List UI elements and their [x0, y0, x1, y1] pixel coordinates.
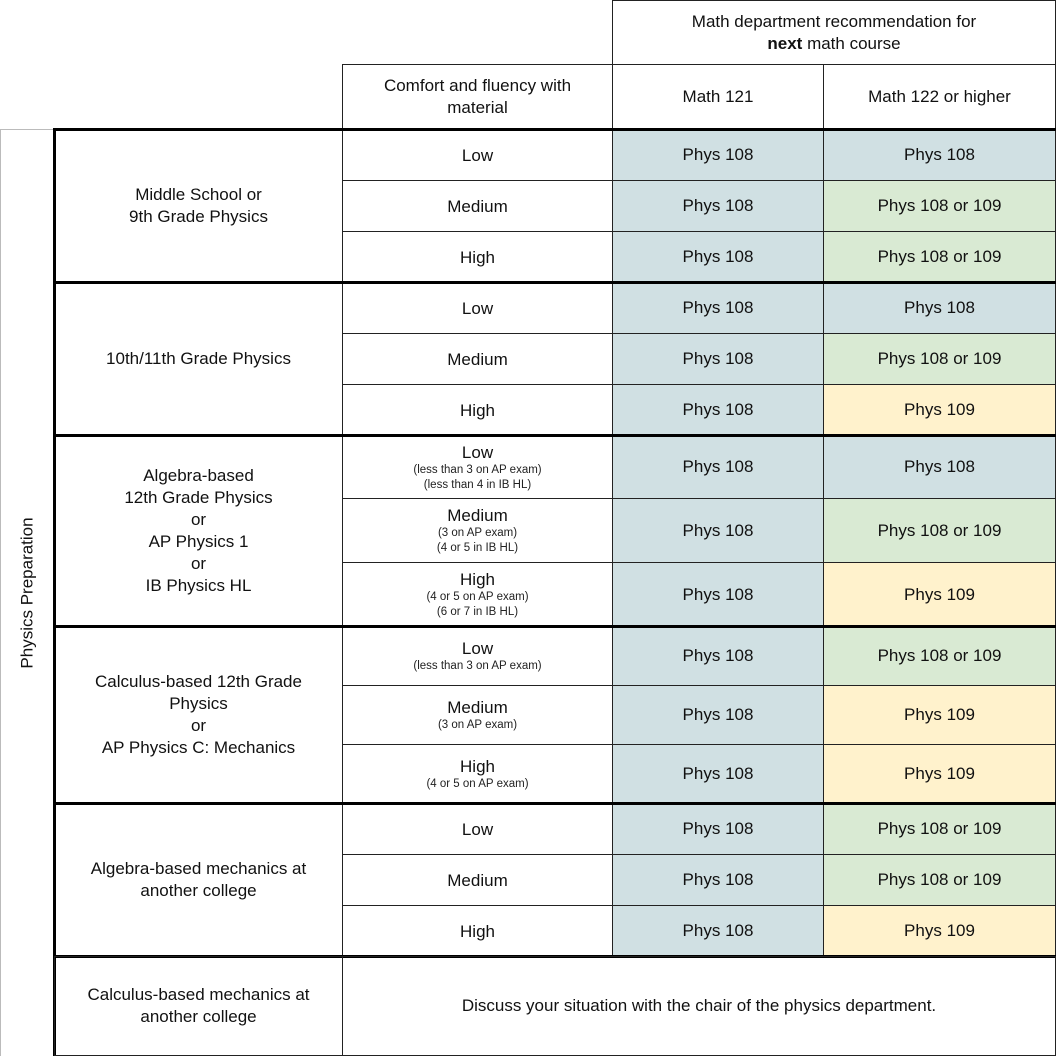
- comfort-level-cell: [342, 282, 613, 334]
- comfort-level-cell: [342, 180, 613, 232]
- comfort-level: Medium: [447, 870, 508, 890]
- math-recommendation-line1: Math department recommendation for: [691, 11, 977, 31]
- comfort-level-note: (less than 4 in IB HL): [423, 478, 532, 491]
- math122-course: Phys 108 or 109: [877, 870, 1002, 889]
- comfort-level-note: (4 or 5 on AP exam): [426, 591, 529, 603]
- math122-course: Phys 108: [904, 457, 975, 476]
- math122-recommendation: [823, 231, 1056, 283]
- math122-course: Phys 109: [904, 921, 975, 940]
- comfort-level: High: [460, 921, 495, 941]
- math122-recommendation: [823, 685, 1056, 745]
- math121-recommendation: [612, 854, 824, 906]
- group-label-line: Physics: [169, 694, 228, 713]
- final-row-label-line: another college: [140, 1007, 257, 1026]
- comfort-level-cell: [342, 905, 613, 957]
- math122-course: Phys 109: [904, 400, 975, 419]
- physics-preparation-text: Physics Preparation: [17, 517, 37, 669]
- comfort-level-note: (3 on AP exam): [437, 527, 518, 539]
- math121-recommendation: [612, 905, 824, 957]
- math122-recommendation: [823, 854, 1056, 906]
- math121-course: Phys 108: [682, 819, 754, 838]
- group-label: [54, 435, 343, 627]
- comfort-level: Medium: [447, 506, 508, 525]
- math121-course: Phys 108: [682, 520, 754, 540]
- math121-recommendation: [612, 803, 824, 855]
- final-row-label: [54, 956, 343, 1056]
- comfort-level-note: (less than 3 on AP exam): [413, 463, 542, 476]
- math122-recommendation: [823, 180, 1056, 232]
- comfort-level: Low: [461, 145, 494, 165]
- math121-course: Phys 108: [682, 349, 754, 368]
- comfort-level: Medium: [447, 196, 508, 216]
- math121-course: Phys 108: [682, 764, 754, 783]
- math122-course: Phys 108 or 109: [877, 819, 1002, 838]
- math-course-text: math course: [802, 33, 901, 53]
- comfort-level: Medium: [447, 698, 508, 717]
- math122-recommendation: [823, 129, 1056, 181]
- math122-header-text: Math 122 or higher: [868, 87, 1011, 106]
- group-divider: [53, 802, 1056, 805]
- math121-course: Phys 108: [682, 457, 754, 476]
- group-label-line: Algebra-based mechanics at: [90, 859, 307, 878]
- comfort-level-cell: [342, 435, 613, 499]
- math122-recommendation: [823, 333, 1056, 385]
- final-row-message-text: Discuss your situation with the chair of the physics department.: [461, 996, 937, 1015]
- math122-course: Phys 108 or 109: [877, 646, 1002, 665]
- math121-recommendation: [612, 180, 824, 232]
- comfort-level-cell: [342, 333, 613, 385]
- math121-course: Phys 108: [682, 646, 754, 665]
- group-label-line: IB Physics HL: [145, 576, 252, 595]
- group-divider: [53, 434, 1056, 437]
- comfort-level: Low: [461, 639, 494, 658]
- comfort-level: Low: [461, 298, 494, 318]
- comfort-level-cell: [342, 498, 613, 563]
- group-divider: [53, 625, 1056, 628]
- math121-recommendation: [612, 231, 824, 283]
- group-label-line: another college: [140, 881, 257, 900]
- math121-recommendation: [612, 435, 824, 499]
- math122-recommendation: [823, 384, 1056, 436]
- comfort-level-cell: [342, 744, 613, 804]
- math121-recommendation: [612, 498, 824, 563]
- group-label-line: Calculus-based 12th Grade: [95, 672, 302, 691]
- math121-course: Phys 108: [682, 870, 754, 889]
- group-label-line: Middle School or: [135, 185, 262, 204]
- group-label-line: AP Physics C: Mechanics: [101, 738, 296, 757]
- math122-recommendation: [823, 498, 1056, 563]
- comfort-level-note: (4 or 5 in IB HL): [436, 542, 519, 554]
- group-label: [54, 282, 343, 436]
- math121-course: Phys 108: [682, 584, 754, 604]
- comfort-level-cell: [342, 854, 613, 906]
- group-label-line: or: [190, 716, 207, 735]
- math121-recommendation: [612, 685, 824, 745]
- math122-course: Phys 108 or 109: [877, 247, 1002, 266]
- comfort-level: High: [460, 400, 495, 420]
- math122-course: Phys 108 or 109: [877, 349, 1002, 368]
- group-label-line: AP Physics 1: [148, 532, 249, 551]
- group-label-line: 9th Grade Physics: [129, 207, 268, 226]
- group-label-line: Algebra-based: [143, 466, 254, 485]
- next-bold: next: [767, 33, 803, 53]
- math121-course: Phys 108: [682, 400, 754, 419]
- math121-header-text: Math 121: [682, 87, 754, 106]
- math122-recommendation: [823, 282, 1056, 334]
- math121-recommendation: [612, 384, 824, 436]
- math121-recommendation: [612, 129, 824, 181]
- comfort-level: High: [460, 757, 495, 776]
- comfort-level: Low: [461, 442, 494, 462]
- math122-course: Phys 109: [904, 705, 975, 724]
- comfort-level-cell: [342, 129, 613, 181]
- math-recommendation-line2: [767, 33, 900, 55]
- math121-recommendation: [612, 333, 824, 385]
- comfort-level: High: [460, 247, 495, 267]
- math121-recommendation: [612, 562, 824, 627]
- math121-course: Phys 108: [682, 247, 754, 266]
- math121-recommendation: [612, 744, 824, 804]
- math122-recommendation: [823, 803, 1056, 855]
- math121-course: Phys 108: [682, 921, 754, 940]
- group-label-line: 12th Grade Physics: [124, 488, 273, 507]
- group-divider: [53, 128, 1056, 131]
- math121-header: [612, 64, 824, 130]
- comfort-level-cell: [342, 384, 613, 436]
- math122-recommendation: [823, 905, 1056, 957]
- group-divider: [53, 281, 1056, 284]
- group-label: [54, 626, 343, 804]
- math122-recommendation: [823, 435, 1056, 499]
- comfort-level-note: (4 or 5 on AP exam): [426, 778, 529, 790]
- comfort-level: High: [460, 570, 495, 589]
- final-row-message: [342, 956, 1056, 1056]
- group-label-line: or: [190, 554, 207, 573]
- final-row-label-line: Calculus-based mechanics at: [87, 985, 310, 1004]
- math122-course: Phys 108: [904, 298, 975, 317]
- math121-course: Phys 108: [682, 705, 754, 724]
- group-label-line: 10th/11th Grade Physics: [106, 349, 291, 368]
- comfort-header-text: Comfort and fluency with material: [383, 76, 572, 117]
- math121-recommendation: [612, 626, 824, 686]
- math121-course: Phys 108: [682, 298, 754, 317]
- math121-course: Phys 108: [682, 196, 754, 215]
- math-recommendation-header: [612, 0, 1056, 65]
- math122-recommendation: [823, 626, 1056, 686]
- comfort-level-note: (6 or 7 in IB HL): [436, 606, 519, 618]
- comfort-level-note: (3 on AP exam): [437, 719, 518, 731]
- comfort-level-cell: [342, 803, 613, 855]
- math122-recommendation: [823, 562, 1056, 627]
- math121-course: Phys 108: [682, 145, 754, 164]
- comfort-level-cell: [342, 685, 613, 745]
- comfort-level-cell: [342, 231, 613, 283]
- group-label-line: or: [190, 510, 207, 529]
- comfort-level-cell: [342, 562, 613, 627]
- group-column-left-border: [53, 128, 56, 1056]
- math122-recommendation: [823, 744, 1056, 804]
- math122-course: Phys 108 or 109: [877, 196, 1002, 215]
- comfort-level-note: (less than 3 on AP exam): [413, 660, 542, 672]
- math122-course: Phys 109: [904, 764, 975, 783]
- comfort-level-cell: [342, 626, 613, 686]
- group-label: [54, 129, 343, 283]
- physics-preparation-side-label: [0, 129, 54, 1056]
- comfort-level: Medium: [447, 349, 508, 369]
- math121-recommendation: [612, 282, 824, 334]
- comfort-header: [342, 64, 613, 130]
- math122-course: Phys 109: [904, 584, 975, 604]
- group-label: [54, 803, 343, 957]
- math122-header: [823, 64, 1056, 130]
- comfort-level: Low: [461, 819, 494, 839]
- math122-course: Phys 108: [904, 145, 975, 164]
- math122-course: Phys 108 or 109: [877, 520, 1002, 540]
